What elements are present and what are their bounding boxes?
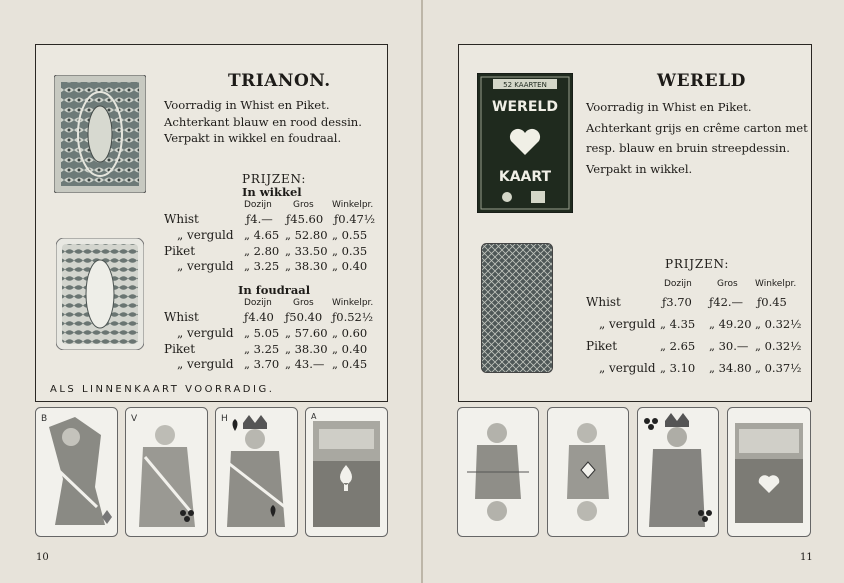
desc-line: Verpakt in wikkel en foudraal. — [164, 131, 342, 145]
row-label: Piket — [164, 244, 196, 258]
desc-line: Achterkant blauw en rood dessin. — [164, 114, 362, 129]
jack-card-image — [457, 407, 539, 537]
col-winkelpr: Winkelpr. — [332, 298, 374, 308]
desc-line: Achterkant grijs en crême carton met — [586, 120, 808, 135]
col-winkelpr: Winkelpr. — [332, 200, 374, 210]
queen-card-image — [125, 407, 208, 537]
col-dozijn: Dozijn — [664, 279, 692, 289]
linnenkaart-note: ALS LINNENKAART VOORRADIG. — [50, 384, 275, 395]
page-left — [0, 0, 421, 583]
box-label-wereld: WERELD — [492, 99, 558, 115]
price-cell: „ 3.70 — [244, 357, 280, 371]
price-cell: „ 57.60 — [285, 326, 328, 340]
col-dozijn: Dozijn — [244, 298, 272, 308]
price-cell: „ 30.— — [709, 339, 749, 353]
price-cell: „ 33.50 — [285, 244, 328, 258]
box-label-top: 52 KAARTEN — [503, 81, 547, 89]
row-label: Whist — [164, 310, 199, 324]
trianon-card-back-image — [56, 238, 144, 350]
row-label: „ verguld — [599, 361, 656, 375]
row-label: Piket — [586, 339, 618, 353]
king-card-image — [637, 407, 719, 537]
price-cell: „ 3.25 — [244, 259, 280, 273]
wereld-box — [458, 44, 812, 402]
price-cell: „ 52.80 — [285, 228, 328, 242]
col-gros: Gros — [293, 298, 314, 308]
svg-text:H: H — [221, 414, 228, 424]
king-card-image — [215, 407, 298, 537]
price-cell: „ 0.37½ — [755, 361, 802, 375]
price-cell: „ 3.25 — [244, 342, 280, 356]
price-cell: ƒ4.— — [246, 212, 273, 226]
row-label: „ verguld — [177, 357, 234, 371]
wereld-card-back-image — [481, 243, 553, 373]
ace-card-image — [727, 407, 811, 537]
col-dozijn: Dozijn — [244, 200, 272, 210]
prijzen-heading: PRIJZEN: — [242, 172, 307, 186]
price-cell: „ 2.65 — [660, 339, 696, 353]
price-cell: ƒ50.40 — [285, 310, 323, 324]
price-cell: „ 34.80 — [709, 361, 752, 375]
wereld-title: WERELD — [657, 71, 746, 91]
price-cell: „ 0.40 — [332, 259, 368, 273]
section-heading-wikkel: In wikkel — [242, 185, 302, 199]
price-cell: „ 43.— — [285, 357, 325, 371]
row-label: „ verguld — [177, 228, 234, 242]
price-cell: ƒ45.60 — [286, 212, 324, 226]
page-number-left: 10 — [36, 552, 49, 563]
price-cell: „ 49.20 — [709, 317, 752, 331]
row-label: Piket — [164, 342, 196, 356]
col-winkelpr: Winkelpr. — [755, 279, 797, 289]
box-label-kaart: KAART — [498, 169, 552, 185]
prijzen-heading: PRIJZEN: — [665, 257, 730, 271]
price-cell: ƒ3.70 — [662, 295, 692, 309]
desc-line: resp. blauw en bruin streepdessin. — [586, 141, 790, 155]
price-cell: „ 0.45 — [332, 357, 368, 371]
row-label: „ verguld — [177, 326, 234, 340]
desc-line: Voorradig in Whist en Piket. — [164, 98, 330, 112]
price-cell: ƒ0.47½ — [334, 212, 376, 226]
price-cell: „ 0.32½ — [755, 317, 802, 331]
col-gros: Gros — [293, 200, 314, 210]
row-label: „ verguld — [177, 259, 234, 273]
svg-text:V: V — [131, 414, 138, 424]
price-cell: „ 5.05 — [244, 326, 280, 340]
jack-card-image — [35, 407, 118, 537]
trianon-pack-image — [54, 75, 146, 193]
price-cell: „ 0.32½ — [755, 339, 802, 353]
col-gros: Gros — [717, 279, 738, 289]
wereld-description — [586, 97, 808, 179]
row-label: Whist — [164, 212, 199, 226]
queen-card-image — [547, 407, 629, 537]
section-heading-foudraal: In foudraal — [238, 283, 311, 297]
desc-line: Voorradig in Whist en Piket. — [586, 100, 752, 114]
price-cell: „ 4.65 — [244, 228, 280, 242]
price-cell: „ 4.35 — [660, 317, 696, 331]
wereld-pack-image — [477, 73, 573, 213]
svg-text:B: B — [41, 414, 48, 424]
desc-line: Verpakt in wikkel. — [586, 161, 693, 176]
price-cell: „ 3.10 — [660, 361, 696, 375]
trianon-box — [35, 44, 388, 402]
price-cell: ƒ0.45 — [757, 295, 787, 309]
price-cell: ƒ4.40 — [244, 310, 274, 324]
row-label: „ verguld — [599, 317, 656, 331]
ace-card-image — [305, 407, 388, 537]
price-cell: „ 0.35 — [332, 244, 368, 258]
price-cell: „ 38.30 — [285, 259, 328, 273]
price-cell: ƒ0.52½ — [332, 310, 374, 324]
price-cell: „ 0.40 — [332, 342, 368, 356]
price-cell: „ 0.60 — [332, 326, 368, 340]
page-right — [423, 0, 844, 583]
svg-text:A: A — [311, 412, 317, 421]
price-cell: „ 2.80 — [244, 244, 280, 258]
trianon-description — [164, 97, 362, 147]
page-number-right: 11 — [800, 552, 813, 563]
price-cell: ƒ42.— — [709, 295, 744, 309]
price-cell: „ 0.55 — [332, 228, 368, 242]
trianon-title: TRIANON. — [228, 71, 331, 91]
row-label: Whist — [586, 295, 621, 309]
price-cell: „ 38.30 — [285, 342, 328, 356]
